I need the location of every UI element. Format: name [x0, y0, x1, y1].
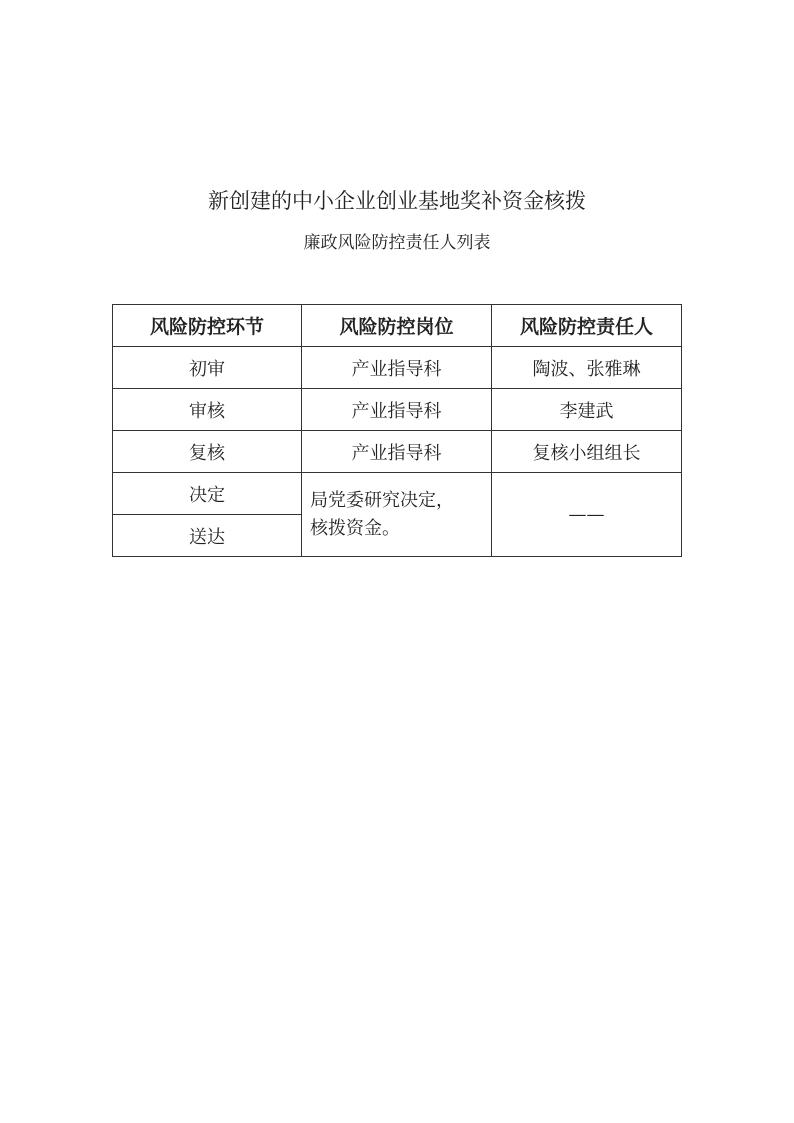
column-header-stage: 风险防控环节: [113, 305, 302, 347]
table-row: [113, 347, 682, 389]
table-row: [113, 473, 682, 515]
merged-post-line2: 核拨资金。: [310, 517, 400, 539]
cell-stage: 决定: [113, 473, 302, 515]
document-subtitle: 廉政风险防控责任人列表: [303, 233, 491, 253]
table-header-row: [113, 305, 682, 347]
column-header-post: 风险防控岗位: [302, 305, 492, 347]
cell-post: 产业指导科: [302, 389, 492, 431]
column-header-person: 风险防控责任人: [492, 305, 682, 347]
document-title: 新创建的中小企业创业基地奖补资金核拨: [208, 189, 586, 213]
cell-person: 复核小组组长: [492, 431, 682, 473]
cell-stage: 送达: [113, 515, 302, 557]
cell-stage: 初审: [113, 347, 302, 389]
merged-post-line1: 局党委研究决定，: [310, 489, 454, 511]
cell-person: 李建武: [492, 389, 682, 431]
cell-post-merged: [302, 473, 492, 557]
cell-post: 产业指导科: [302, 431, 492, 473]
cell-post: 产业指导科: [302, 347, 492, 389]
cell-person-merged: ——: [492, 473, 682, 557]
cell-person: 陶波、张雅琳: [492, 347, 682, 389]
risk-table: [112, 304, 682, 557]
cell-stage: 复核: [113, 431, 302, 473]
table-row: [113, 389, 682, 431]
table-row: [113, 431, 682, 473]
cell-stage: 审核: [113, 389, 302, 431]
